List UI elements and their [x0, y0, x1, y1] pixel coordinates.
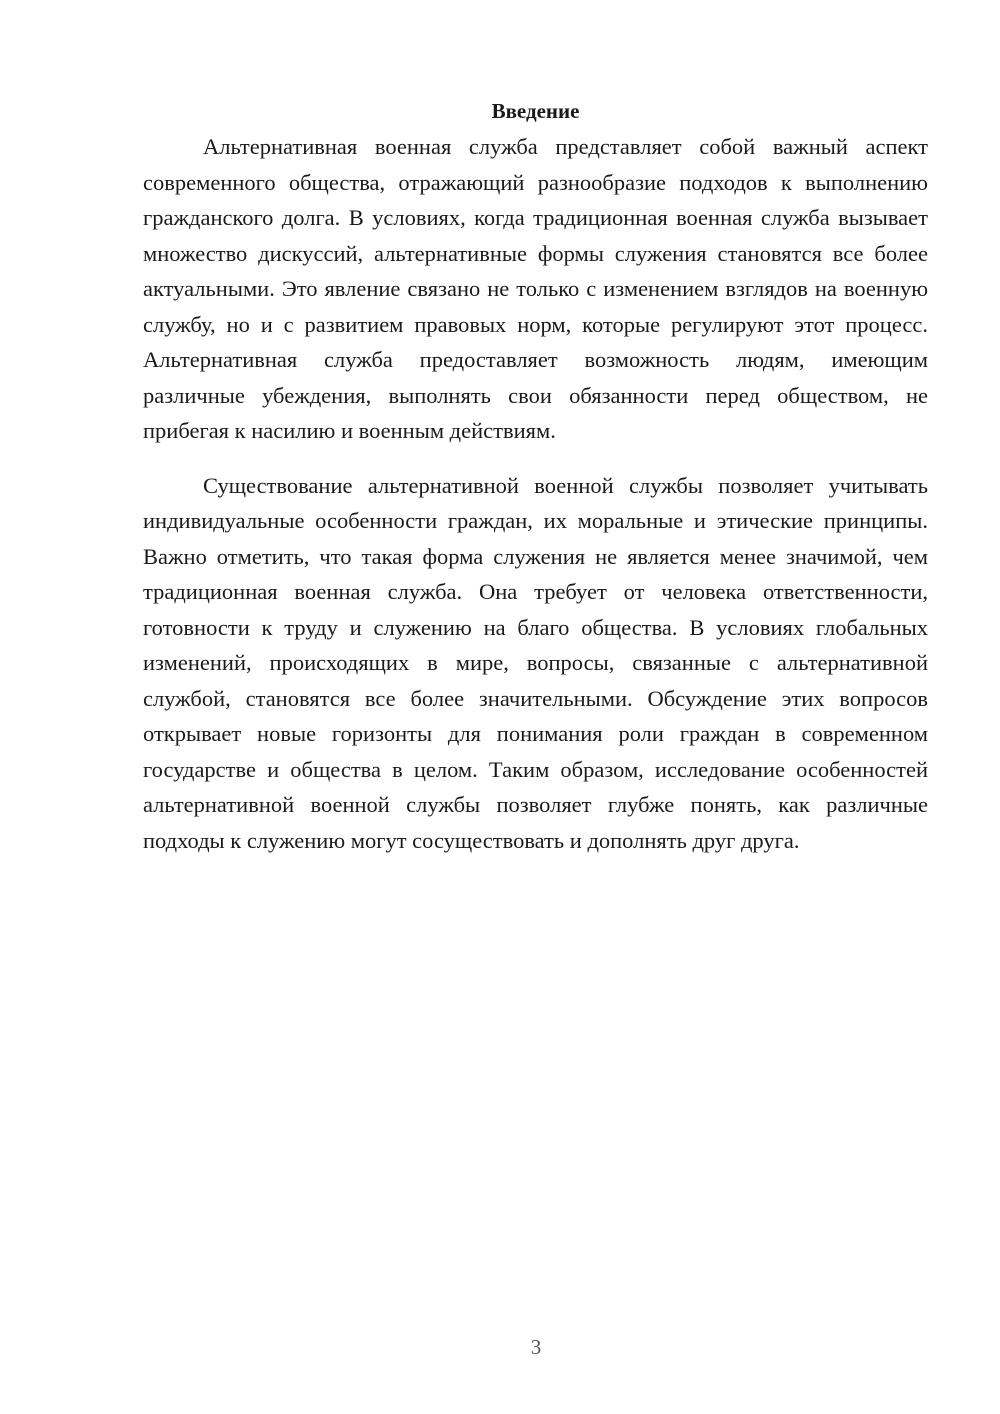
section-heading: Введение: [491, 99, 580, 123]
paragraph-2: Существование альтернативной военной службы позволяет учитывать индивидуальные особенности граждан, их моральные и этические принципы. Важно отметить, что такая форма служения не является менее значимой, чем традиционная военная служба. Она требует от человека ответственности, готовности к труду и служению на благо общества. В условиях глобальных изменений, происходящих в мире, вопросы, связанные с альтернативной службой, становятся все более значительными. Обсуждение этих вопросов открывает новые горизонты для понимания роли граждан в современном государстве и общества в целом. Таким образом, исследование особенностей альтернативной военной службы позволяет глубже понять, как различные подходы к служению могут сосуществовать и дополнять друг друга.: [143, 472, 928, 853]
page-number: 3: [530, 1335, 542, 1359]
paragraph-1: Альтернативная военная служба представляет собой важный аспект современного общества, отражающий разнообразие подходов к выполнению гражданского долга. В условиях, когда традиционная военная служба вызывает множество дискуссий, альтернативные формы служения становятся все более актуальными. Это явление связано не только с изменением взглядов на военную службу, но и с развитием правовых норм, которые регулируют этот процесс. Альтернативная служба предоставляет возможность людям, имеющим различные убеждения, выполнять свои обязанности перед обществом, не прибегая к насилию и военным действиям.: [143, 134, 928, 443]
page-content: [143, 93, 928, 858]
